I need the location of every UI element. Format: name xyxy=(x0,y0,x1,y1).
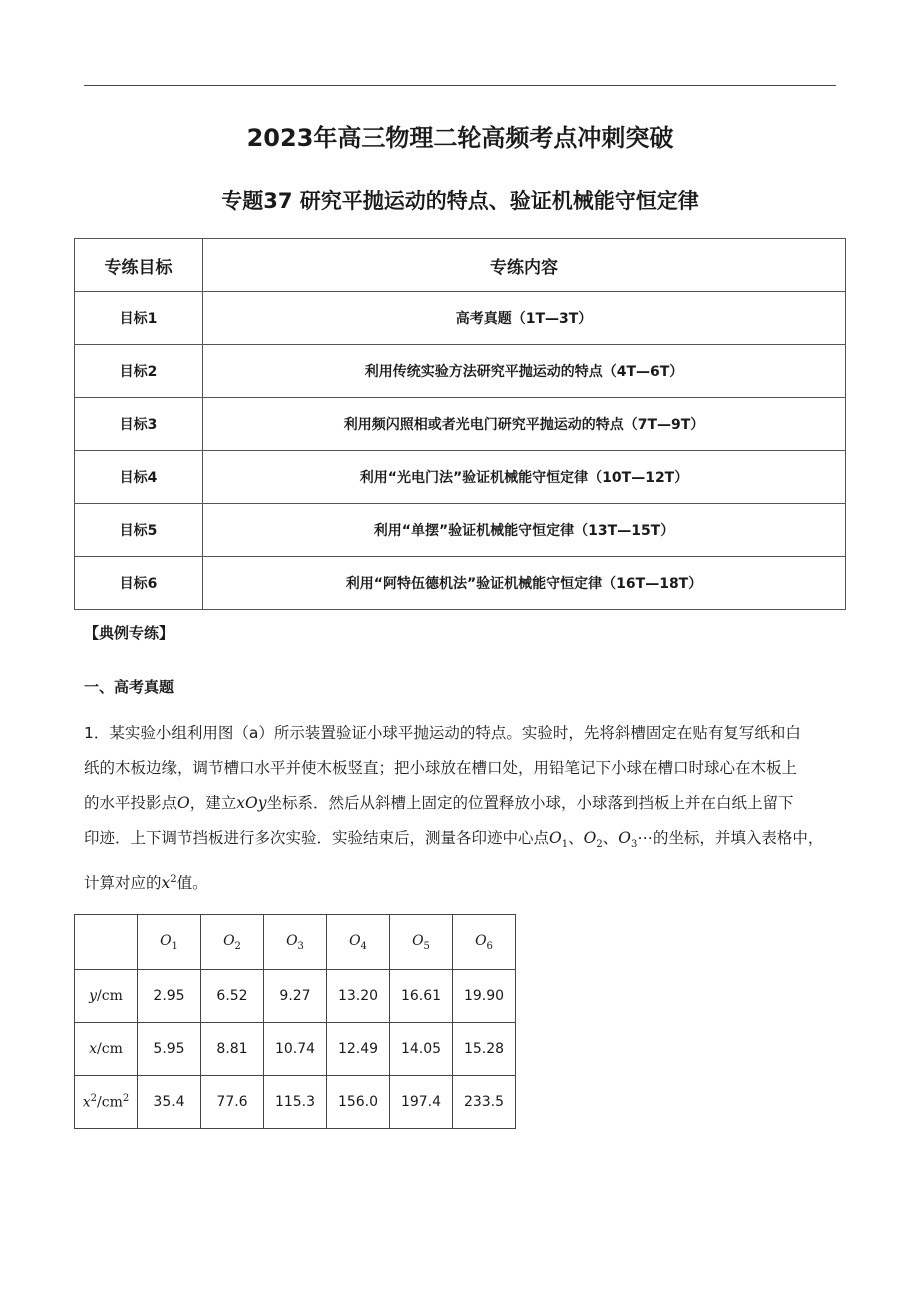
goal-label: 目标6 xyxy=(75,557,203,610)
row-label-x-squared: $x^2/cm^2$ xyxy=(75,1076,138,1129)
goal-label: 目标1 xyxy=(75,292,203,345)
goal-content: 利用频闪照相或者光电门研究平抛运动的特点（7T—9T） xyxy=(203,398,846,451)
var-O: O xyxy=(177,794,190,812)
text-span: 坐标系．然后从斜槽上固定的位置释放小球，小球落到挡板上并在白纸上留下 xyxy=(266,794,794,812)
question-1-text xyxy=(84,716,836,901)
point-header-O6: $O_6$ xyxy=(453,915,516,970)
y-value: 16.61 xyxy=(390,970,453,1023)
text-span: 的坐标，并填入表格中， xyxy=(652,829,824,847)
table-header-row xyxy=(75,915,516,970)
point-O2: $O_2$ xyxy=(583,829,603,851)
text-span: ，建立 xyxy=(189,794,237,812)
document-title: 2023年高三物理二轮高频考点冲刺突破 xyxy=(246,124,674,152)
table-row xyxy=(75,451,846,504)
goal-content: 高考真题（1T—3T） xyxy=(203,292,846,345)
goal-label: 目标3 xyxy=(75,398,203,451)
header-rule xyxy=(84,85,836,86)
goal-label: 目标2 xyxy=(75,345,203,398)
question-line xyxy=(84,862,836,901)
section-exam-questions: 一、高考真题 xyxy=(84,678,175,696)
point-header-O1: $O_1$ xyxy=(138,915,201,970)
question-line xyxy=(84,786,836,821)
empty-corner-cell xyxy=(75,915,138,970)
y-value: 13.20 xyxy=(327,970,390,1023)
table-row xyxy=(75,504,846,557)
x2-value: 115.3 xyxy=(264,1076,327,1129)
goal-content: 利用“阿特伍德机法”验证机械能守恒定律（16T—18T） xyxy=(203,557,846,610)
point-header-O3: $O_3$ xyxy=(264,915,327,970)
point-header-O5: $O_5$ xyxy=(390,915,453,970)
text-span: 值。 xyxy=(176,874,208,893)
x-value: 10.74 xyxy=(264,1023,327,1076)
x2-value: 77.6 xyxy=(201,1076,264,1129)
goals-col-goal: 专练目标 xyxy=(75,239,203,292)
question-line: 纸的木板边缘，调节槽口水平并使木板竖直；把小球放在槽口处，用铅笔记下小球在槽口时球心在木板上 xyxy=(84,759,798,777)
y-value: 6.52 xyxy=(201,970,264,1023)
y-value: 19.90 xyxy=(453,970,516,1023)
point-O1: $O_1$ xyxy=(549,829,569,851)
x-value: 8.81 xyxy=(201,1023,264,1076)
table-row xyxy=(75,970,516,1023)
row-label-x: x/cm xyxy=(75,1023,138,1076)
goals-table xyxy=(74,238,846,610)
goals-header-row xyxy=(75,239,846,292)
goal-content: 利用“单摆”验证机械能守恒定律（13T—15T） xyxy=(203,504,846,557)
var-xOy: xOy xyxy=(236,794,267,812)
text-span: 计算对应的 xyxy=(84,874,162,893)
table-row xyxy=(75,1076,516,1129)
table-row xyxy=(75,1023,516,1076)
table-row xyxy=(75,557,846,610)
x-value: 15.28 xyxy=(453,1023,516,1076)
text-span: 印迹．上下调节挡板进行多次实验．实验结束后，测量各印迹中心点 xyxy=(84,829,550,847)
goals-col-content: 专练内容 xyxy=(203,239,846,292)
x2-value: 233.5 xyxy=(453,1076,516,1129)
var-x-squared: $x^2$ xyxy=(161,874,177,893)
goal-content: 利用“光电门法”验证机械能守恒定律（10T—12T） xyxy=(203,451,846,504)
topic-subtitle: 专题37 研究平抛运动的特点、验证机械能守恒定律 xyxy=(221,189,699,213)
goal-label: 目标4 xyxy=(75,451,203,504)
x-value: 14.05 xyxy=(390,1023,453,1076)
section-typical-practice: 【典例专练】 xyxy=(84,624,175,642)
table-row xyxy=(75,292,846,345)
x-value: 5.95 xyxy=(138,1023,201,1076)
goal-label: 目标5 xyxy=(75,504,203,557)
x2-value: 197.4 xyxy=(390,1076,453,1129)
sep: 、 xyxy=(568,829,584,847)
y-value: 2.95 xyxy=(138,970,201,1023)
sep: 、 xyxy=(602,829,619,847)
x-value: 12.49 xyxy=(327,1023,390,1076)
point-O3: $O_3$ xyxy=(618,829,638,851)
y-value: 9.27 xyxy=(264,970,327,1023)
point-header-O4: $O_4$ xyxy=(327,915,390,970)
x2-value: 156.0 xyxy=(327,1076,390,1129)
table-row xyxy=(75,398,846,451)
point-header-O2: $O_2$ xyxy=(201,915,264,970)
question-line: 1．某实验小组利用图（a）所示装置验证小球平抛运动的特点。实验时，先将斜槽固定在贴有复写纸和白 xyxy=(84,724,801,742)
x2-value: 35.4 xyxy=(138,1076,201,1129)
text-span: 的水平投影点 xyxy=(84,794,178,812)
table-row xyxy=(75,345,846,398)
question-line xyxy=(84,821,836,862)
ellipsis: ⋯ xyxy=(637,829,653,847)
measurement-table xyxy=(74,914,516,1129)
row-label-y: y/cm xyxy=(75,970,138,1023)
goal-content: 利用传统实验方法研究平抛运动的特点（4T—6T） xyxy=(203,345,846,398)
